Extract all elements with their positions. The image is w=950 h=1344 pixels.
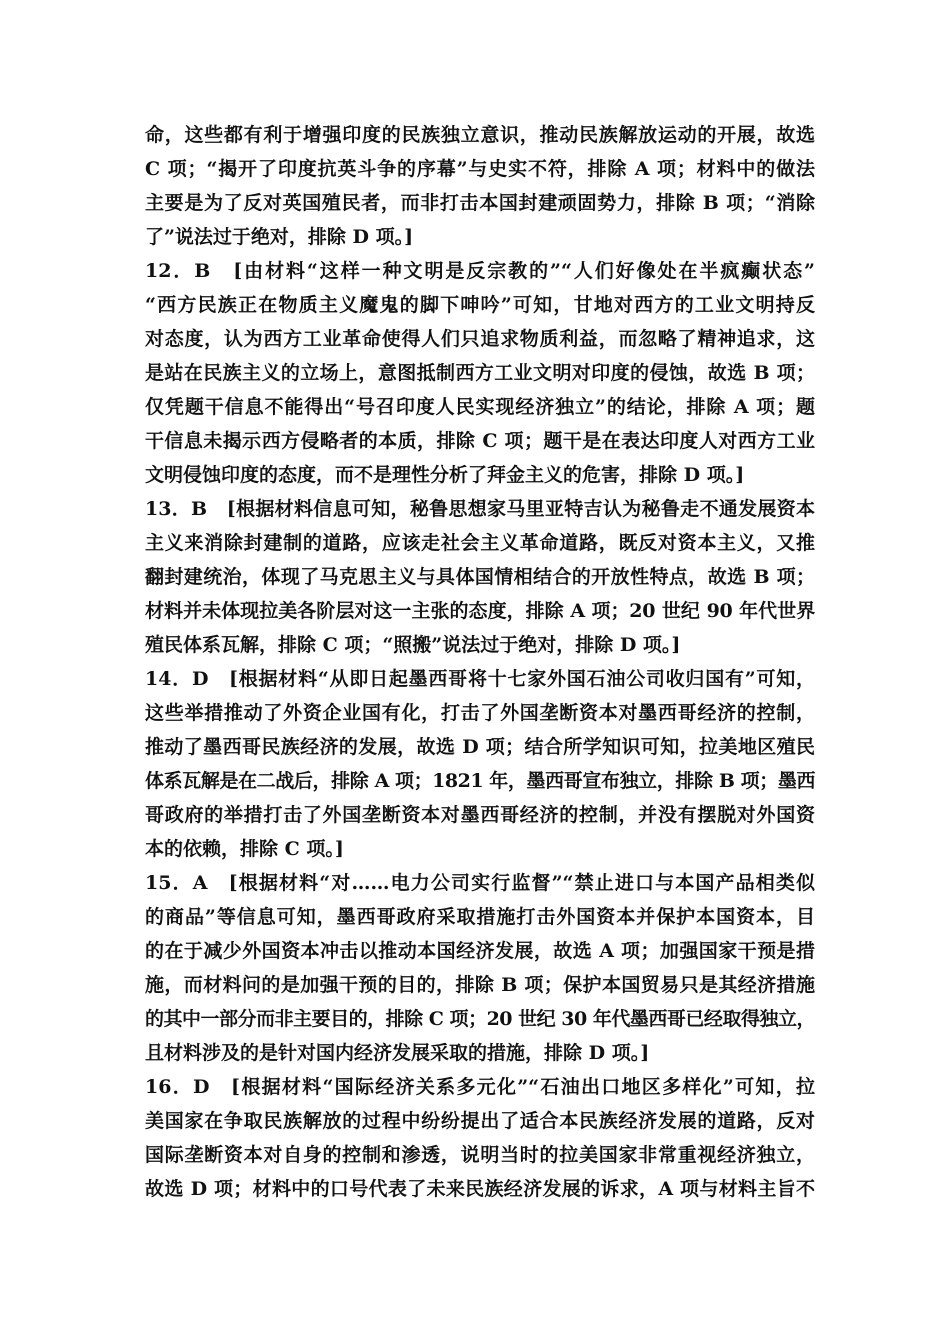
text-line: 推动了墨西哥民族经济的发展，故选 D 项；结合所学知识可知，拉美地区殖民 [145, 736, 815, 758]
question-14-line: 14．D [根据材料“从即日起墨西哥将十七家外国石油公司收归国有”可知， [145, 668, 815, 690]
text-line: 了”说法过于绝对，排除 D 项。] [145, 226, 414, 248]
text-line: 施，而材料问的是加强干预的目的，排除 B 项；保护本国贸易只是其经济措施 [145, 974, 815, 996]
text-line: 国际垄断资本对自身的控制和渗透，说明当时的拉美国家非常重视经济独立， [145, 1144, 815, 1166]
answer-explanations [145, 118, 815, 1206]
text-line: 翻封建统治，体现了马克思主义与具体国情相结合的开放性特点，故选 B 项； [145, 566, 815, 588]
text-line: 殖民体系瓦解，排除 C 项；“照搬”说法过于绝对，排除 D 项。] [145, 634, 681, 656]
text-line: 故选 D 项；材料中的口号代表了未来民族经济发展的诉求，A 项与材料主旨不 [145, 1178, 815, 1200]
text-line: 主义来消除封建制的道路，应该走社会主义革命道路，既反对资本主义，又推 [145, 532, 815, 554]
question-13-line: 13．B [根据材料信息可知，秘鲁思想家马里亚特吉认为秘鲁走不通发展资本 [145, 498, 815, 520]
text-line: 命，这些都有利于增强印度的民族独立意识，推动民族解放运动的开展，故选 [145, 124, 815, 146]
text-line: 仅凭题干信息不能得出“号召印度人民实现经济独立”的结论，排除 A 项；题 [145, 396, 815, 418]
text-line: 文明侵蚀印度的态度，而不是理性分析了拜金主义的危害，排除 D 项。] [145, 464, 745, 486]
text-line: 的其中一部分而非主要目的，排除 C 项；20 世纪 30 年代墨西哥已经取得独立， [145, 1008, 815, 1030]
text-line: 的在于减少外国资本冲击以推动本国经济发展，故选 A 项；加强国家干预是措 [145, 940, 815, 962]
text-line: 干信息未揭示西方侵略者的本质，排除 C 项；题干是在表达印度人对西方工业 [145, 430, 815, 452]
text-line: 主要是为了反对英国殖民者，而非打击本国封建顽固势力，排除 B 项；“消除 [145, 192, 815, 214]
text-line: 这些举措推动了外资企业国有化，打击了外国垄断资本对墨西哥经济的控制， [145, 702, 815, 724]
text-line: 是站在民族主义的立场上，意图抵制西方工业文明对印度的侵蚀，故选 B 项； [145, 362, 815, 384]
text-line: 体系瓦解是在二战后，排除 A 项；1821 年，墨西哥宣布独立，排除 B 项；墨西 [145, 770, 815, 792]
text-line: 美国家在争取民族解放的过程中纷纷提出了适合本民族经济发展的道路，反对 [145, 1110, 815, 1132]
question-15-line: 15．A [根据材料“对……电力公司实行监督”“禁止进口与本国产品相类似 [145, 872, 815, 894]
question-16-line: 16．D [根据材料“国际经济关系多元化”“石油出口地区多样化”可知，拉 [145, 1076, 815, 1098]
text-line: “西方民族正在物质主义魔鬼的脚下呻吟”可知，甘地对西方的工业文明持反 [145, 294, 815, 316]
text-line: C 项；“揭开了印度抗英斗争的序幕”与史实不符，排除 A 项；材料中的做法 [145, 158, 815, 180]
text-line: 且材料涉及的是针对国内经济发展采取的措施，排除 D 项。] [145, 1042, 650, 1064]
question-12-line: 12．B [由材料“这样一种文明是反宗教的”“人们好像处在半疯癫状态” [145, 260, 815, 282]
text-line: 对态度，认为西方工业革命使得人们只追求物质利益，而忽略了精神追求，这 [145, 328, 815, 350]
text-line: 本的依赖，排除 C 项。] [145, 838, 344, 860]
text-line: 哥政府的举措打击了外国垄断资本对墨西哥经济的控制，并没有摆脱对外国资 [145, 804, 815, 826]
text-line: 材料并未体现拉美各阶层对这一主张的态度，排除 A 项；20 世纪 90 年代世界 [145, 600, 815, 622]
text-line: 的商品”等信息可知，墨西哥政府采取措施打击外国资本并保护本国资本，目 [145, 906, 815, 928]
